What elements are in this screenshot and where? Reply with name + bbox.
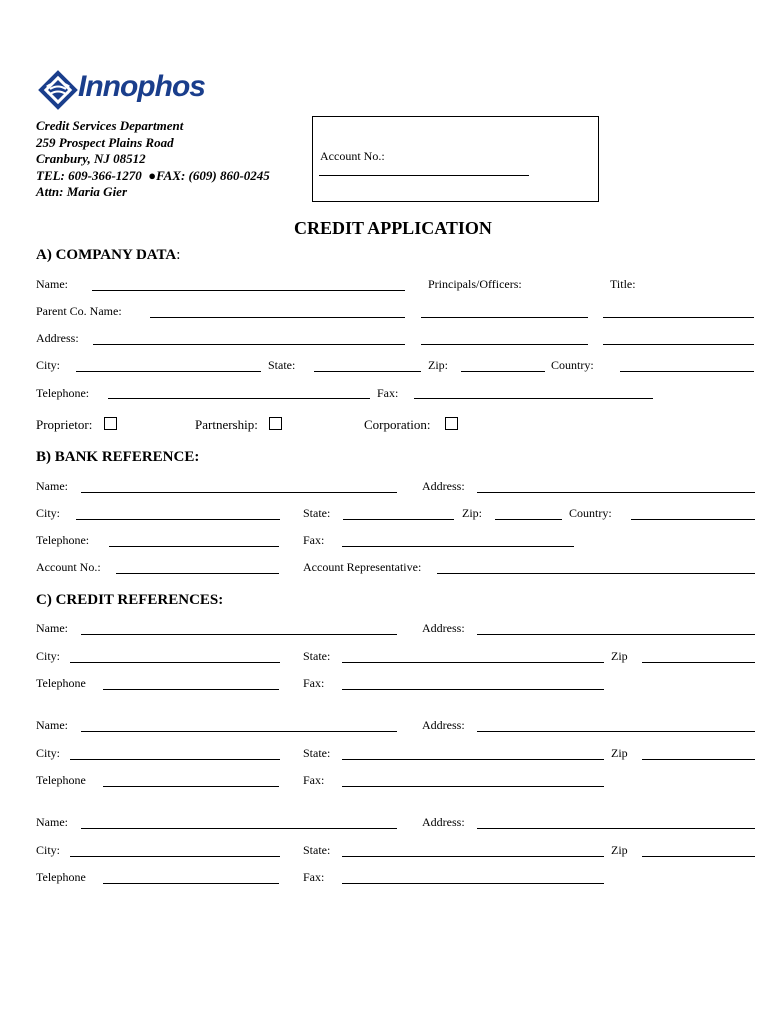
bank-account-no-field[interactable] [116,573,279,574]
company-state-field[interactable] [314,371,421,372]
bank-telephone-label: Telephone: [36,533,90,547]
bank-name-field[interactable] [81,492,397,493]
company-fax-field[interactable] [414,398,653,399]
partnership-checkbox[interactable] [269,417,282,430]
ref-address-label: Address: [422,621,465,635]
ref-city-field[interactable] [70,856,280,857]
bank-name-label: Name: [36,479,68,493]
ref-fax-field[interactable] [342,883,604,884]
ref-state-field[interactable] [342,759,604,760]
company-address-field[interactable] [93,344,405,345]
ref-zip-field[interactable] [642,759,755,760]
ref-telephone-label: Telephone [36,870,86,884]
ref-address-field[interactable] [477,634,755,635]
ref-zip-label: Zip [611,746,628,760]
section-b-heading: B) BANK REFERENCE: [36,449,200,465]
ref-telephone-field[interactable] [103,883,279,884]
corporation-checkbox[interactable] [445,417,458,430]
ref-name-field[interactable] [81,634,397,635]
ref-telephone-field[interactable] [103,786,279,787]
header-city: Cranbury, NJ 08512 [36,151,146,166]
bank-telephone-field[interactable] [109,546,279,547]
account-no-label: Account No.: [320,149,385,163]
title-field-2[interactable] [603,344,754,345]
credit-reference-1 [0,621,770,693]
section-a-heading [36,247,180,264]
ref-fax-field[interactable] [342,786,604,787]
ref-state-label: State: [303,843,331,857]
header-phone: TEL: 609-366-1270 ●FAX: (609) 860-0245 [36,167,270,183]
ref-zip-field[interactable] [642,856,755,857]
company-fax-label: Fax: [377,386,399,400]
bank-state-field[interactable] [343,519,454,520]
ref-zip-label: Zip [611,843,628,857]
principals-label: Principals/Officers: [428,277,522,291]
header-street: 259 Prospect Plains Road [36,134,174,150]
bank-account-rep-field[interactable] [437,573,755,574]
header-address [36,118,270,201]
ref-address-label: Address: [422,718,465,732]
credit-reference-2 [0,718,770,790]
header-attn: Attn: Maria Gier [36,184,128,199]
company-telephone-label: Telephone: [36,386,90,400]
ref-city-field[interactable] [70,662,280,663]
section-a-heading-text: A) COMPANY DATA [36,247,177,263]
credit-reference-3 [0,815,770,887]
company-city-field[interactable] [76,371,261,372]
bank-zip-label: Zip: [462,506,482,520]
partnership-label: Partnership: [195,417,258,432]
company-address-label: Address: [36,331,79,345]
principal-field-2[interactable] [421,344,588,345]
title-field-1[interactable] [603,317,754,318]
principal-field-1[interactable] [421,317,588,318]
ref-telephone-field[interactable] [103,689,279,690]
ref-name-label: Name: [36,815,68,829]
account-box [312,116,599,202]
logo-mark-icon [38,70,78,110]
ref-name-field[interactable] [81,731,397,732]
ref-state-field[interactable] [342,856,604,857]
proprietor-checkbox[interactable] [104,417,117,430]
ref-city-label: City: [36,746,61,760]
parent-co-label: Parent Co. Name: [36,304,122,318]
bank-account-rep-label: Account Representative: [303,560,422,574]
ref-address-field[interactable] [477,828,755,829]
company-country-field[interactable] [620,371,754,372]
bank-state-label: State: [303,506,331,520]
bank-address-label: Address: [422,479,465,493]
company-telephone-field[interactable] [108,398,370,399]
ref-address-label: Address: [422,815,465,829]
section-c-heading: C) CREDIT REFERENCES: [36,592,224,608]
ref-state-label: State: [303,649,331,663]
account-no-field[interactable] [319,175,529,176]
ref-fax-label: Fax: [303,676,325,690]
company-country-label: Country: [551,358,594,372]
company-logo [38,68,208,112]
bank-country-label: Country: [569,506,612,520]
page-title: CREDIT APPLICATION [294,218,492,238]
bank-fax-field[interactable] [342,546,574,547]
company-city-label: City: [36,358,61,372]
ref-zip-field[interactable] [642,662,755,663]
company-zip-label: Zip: [428,358,448,372]
ref-telephone-label: Telephone [36,773,86,787]
company-name-field[interactable] [92,290,405,291]
ref-fax-label: Fax: [303,773,325,787]
ref-name-field[interactable] [81,828,397,829]
ref-state-label: State: [303,746,331,760]
ref-state-field[interactable] [342,662,604,663]
ref-fax-field[interactable] [342,689,604,690]
ref-city-field[interactable] [70,759,280,760]
company-zip-field[interactable] [461,371,545,372]
title-label: Title: [610,277,636,291]
ref-fax-label: Fax: [303,870,325,884]
ref-name-label: Name: [36,718,68,732]
bank-address-field[interactable] [477,492,755,493]
company-name-label: Name: [36,277,68,291]
proprietor-label: Proprietor: [36,417,93,432]
corporation-label: Corporation: [364,417,431,432]
bank-city-label: City: [36,506,61,520]
ref-name-label: Name: [36,621,68,635]
ref-city-label: City: [36,843,61,857]
ref-telephone-label: Telephone [36,676,86,690]
ref-zip-label: Zip [611,649,628,663]
parent-co-field[interactable] [150,317,405,318]
logo-wordmark: Innophos [78,70,205,103]
ref-address-field[interactable] [477,731,755,732]
bank-account-no-label: Account No.: [36,560,101,574]
ref-city-label: City: [36,649,61,663]
bank-fax-label: Fax: [303,533,325,547]
bank-city-field[interactable] [76,519,280,520]
bank-zip-field[interactable] [495,519,562,520]
bank-country-field[interactable] [631,519,755,520]
company-state-label: State: [268,358,296,372]
section-a-heading-colon: : [176,247,181,263]
header-dept: Credit Services Department [36,118,184,133]
